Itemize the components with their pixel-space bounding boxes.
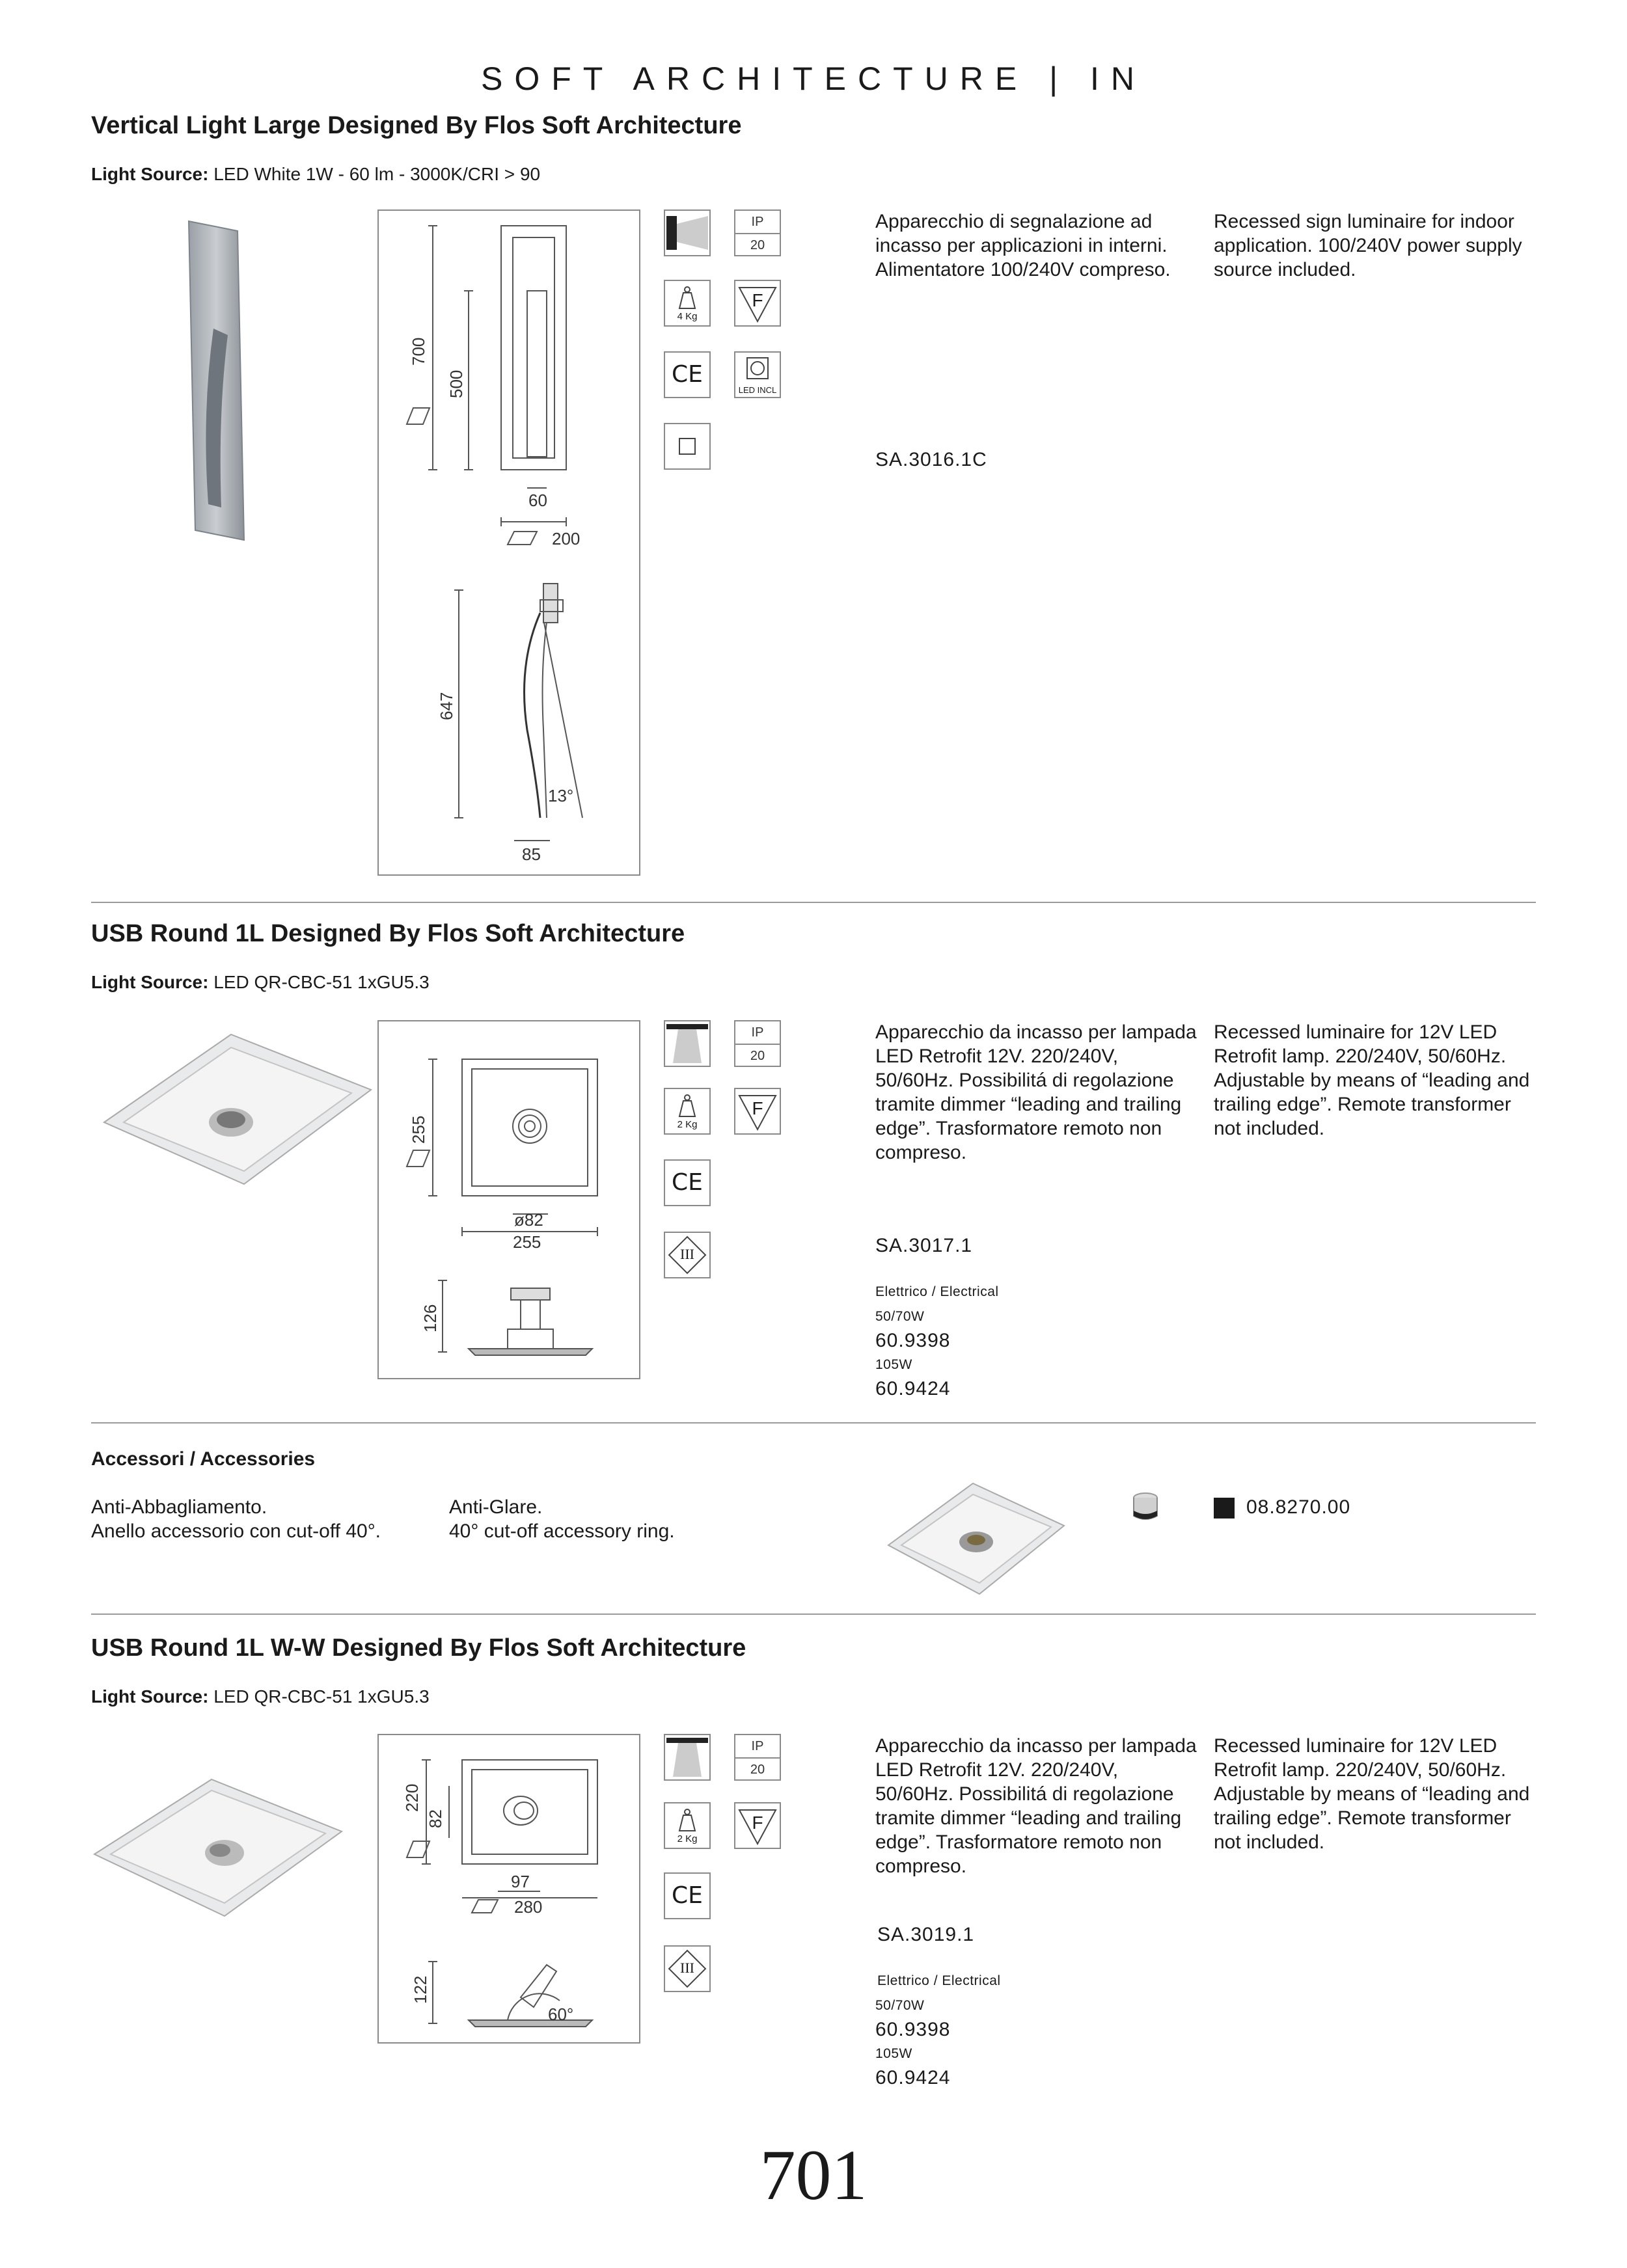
accessory-desc-it: Anello accessorio con cut-off 40°. <box>91 1520 381 1542</box>
led-incl-label: LED INCL <box>738 385 777 395</box>
weight-label: 2 Kg <box>677 1833 698 1844</box>
product-code: SA.3017.1 <box>875 1235 973 1256</box>
light-source <box>91 1686 430 1707</box>
dim-depth: 122 <box>411 1975 430 2004</box>
description-it: Apparecchio da incasso per lampada LED Retrofit 12V. 220/240V, 50/60Hz. Possibilitá di regolazione tramite dimmer “leading and trailing edge”. Trasformatore remoto non compreso. <box>875 1735 1197 1877</box>
variant-code: 60.9398 <box>875 2019 951 2040</box>
dim-height-inner: 500 <box>446 370 466 398</box>
section-divider <box>91 1613 1536 1615</box>
dim-side-height: 647 <box>437 692 456 720</box>
product-photo <box>91 1776 345 1919</box>
ip-label: IP <box>735 1735 780 1759</box>
dim-side: 255 <box>409 1115 428 1144</box>
technical-drawing-lines <box>377 209 640 876</box>
page-number: 701 <box>759 2135 868 2215</box>
ip-rating-icon <box>734 209 781 256</box>
dim-width-inner: 60 <box>528 491 547 510</box>
light-source <box>91 972 430 993</box>
product-code: SA.3019.1 <box>877 1924 975 1945</box>
page-header: SOFT ARCHITECTURE | IN <box>480 61 1146 97</box>
dim-angle: 13° <box>548 786 574 805</box>
class-iii-icon <box>664 1945 711 1992</box>
light-source-label: Light Source: <box>91 1686 209 1707</box>
light-source-value: LED QR-CBC-51 1xGU5.3 <box>208 972 430 992</box>
ip-value: 20 <box>750 238 765 252</box>
accessory-name-it: Anti-Abbagliamento. <box>91 1496 267 1518</box>
dim-depth: 85 <box>522 844 541 864</box>
f-mark-icon <box>734 280 781 327</box>
beam-icon <box>664 1734 711 1781</box>
dim-width-total: 280 <box>514 1897 543 1917</box>
ce-mark-icon: CE <box>664 1159 711 1206</box>
section-divider <box>91 902 1536 903</box>
description-en: Recessed luminaire for 12V LED Retrofit lamp. 220/240V, 50/60Hz. Adjustable by means of “leading and trailing edge”. Remote transformer not included. <box>1214 1735 1530 1853</box>
light-source-label: Light Source: <box>91 972 209 992</box>
ce-mark-icon: CE <box>664 351 711 398</box>
class-iii-label: III <box>680 1246 694 1262</box>
product-title: USB Round 1L Designed By Flos Soft Architecture <box>91 920 685 947</box>
ip-value: 20 <box>750 1762 765 1777</box>
ip-label: IP <box>735 1021 780 1045</box>
f-mark-icon <box>734 1802 781 1849</box>
accessory-photo <box>885 1480 1067 1597</box>
dim-width-inner: 97 <box>511 1872 530 1891</box>
light-source-label: Light Source: <box>91 164 209 184</box>
variant-power: 105W <box>875 2046 912 2061</box>
product-photo <box>101 1031 374 1187</box>
ip-value: 20 <box>750 1049 765 1063</box>
variant-power: 50/70W <box>875 1998 925 2013</box>
dim-height: 220 <box>402 1783 422 1812</box>
dim-width: 255 <box>513 1232 541 1252</box>
accessory-desc-en: 40° cut-off accessory ring. <box>449 1520 675 1542</box>
recessed-icon <box>664 423 711 470</box>
weight-label: 2 Kg <box>677 1119 698 1130</box>
color-swatch <box>1214 1498 1235 1519</box>
product-code: SA.3016.1C <box>875 449 987 470</box>
description-en: Recessed luminaire for 12V LED Retrofit lamp. 220/240V, 50/60Hz. Adjustable by means of “leading and trailing edge”. Remote transformer not included. <box>1214 1021 1530 1139</box>
anti-glare-ring-icon <box>1129 1491 1162 1525</box>
weight-label: 4 Kg <box>677 311 698 322</box>
description-it: Apparecchio da incasso per lampada LED Retrofit 12V. 220/240V, 50/60Hz. Possibilitá di regolazione tramite dimmer “leading and trailing edge”. Trasformatore remoto non compreso. <box>875 1021 1197 1163</box>
dim-angle: 60° <box>548 2005 574 2024</box>
light-source-value: LED White 1W - 60 lm - 3000K/CRI > 90 <box>208 164 541 184</box>
dim-inner: 82 <box>426 1809 445 1828</box>
description-it: Apparecchio di segnalazione ad incasso per applicazioni in interni. Alimentatore 100/240V compreso. <box>875 211 1171 280</box>
light-source-value: LED QR-CBC-51 1xGU5.3 <box>208 1686 430 1707</box>
section-divider <box>91 1422 1536 1424</box>
dim-height-total: 700 <box>409 337 428 366</box>
technical-drawing-lines <box>377 1020 640 1379</box>
product-title: USB Round 1L W-W Designed By Flos Soft Architecture <box>91 1634 746 1662</box>
accessories-heading: Accessori / Accessories <box>91 1448 316 1470</box>
accessory-code: 08.8270.00 <box>1246 1496 1351 1518</box>
ce-mark-icon: CE <box>664 1872 711 1919</box>
ip-label: IP <box>735 211 780 234</box>
technical-drawing-lines <box>377 1734 640 2044</box>
product-photo <box>182 218 260 543</box>
accessory-name-en: Anti-Glare. <box>449 1496 543 1518</box>
weight-icon <box>664 1088 711 1135</box>
ip-rating-icon <box>734 1020 781 1067</box>
product-title: Vertical Light Large Designed By Flos Soft Architecture <box>91 112 742 139</box>
variant-power: 50/70W <box>875 1309 925 1324</box>
dim-depth: 126 <box>420 1304 440 1332</box>
led-included-icon <box>734 351 781 398</box>
variant-code: 60.9398 <box>875 1330 951 1351</box>
weight-icon <box>664 280 711 327</box>
f-mark-label: F <box>752 1813 763 1833</box>
class-iii-icon <box>664 1232 711 1278</box>
weight-icon <box>664 1802 711 1849</box>
f-mark-label: F <box>752 290 763 310</box>
beam-icon <box>664 1020 711 1067</box>
variant-power: 105W <box>875 1357 912 1372</box>
ip-rating-icon <box>734 1734 781 1781</box>
dim-diameter: ø82 <box>514 1210 543 1230</box>
beam-icon <box>664 209 711 256</box>
f-mark-icon <box>734 1088 781 1135</box>
class-iii-label: III <box>680 1960 694 1976</box>
electrical-label: Elettrico / Electrical <box>877 1973 1001 1988</box>
variant-code: 60.9424 <box>875 1378 951 1399</box>
description-en: Recessed sign luminaire for indoor application. 100/240V power supply source included. <box>1214 211 1522 280</box>
dim-width-total: 200 <box>552 529 581 548</box>
variant-code: 60.9424 <box>875 2067 951 2088</box>
electrical-label: Elettrico / Electrical <box>875 1284 999 1299</box>
f-mark-label: F <box>752 1098 763 1118</box>
light-source <box>91 164 540 185</box>
